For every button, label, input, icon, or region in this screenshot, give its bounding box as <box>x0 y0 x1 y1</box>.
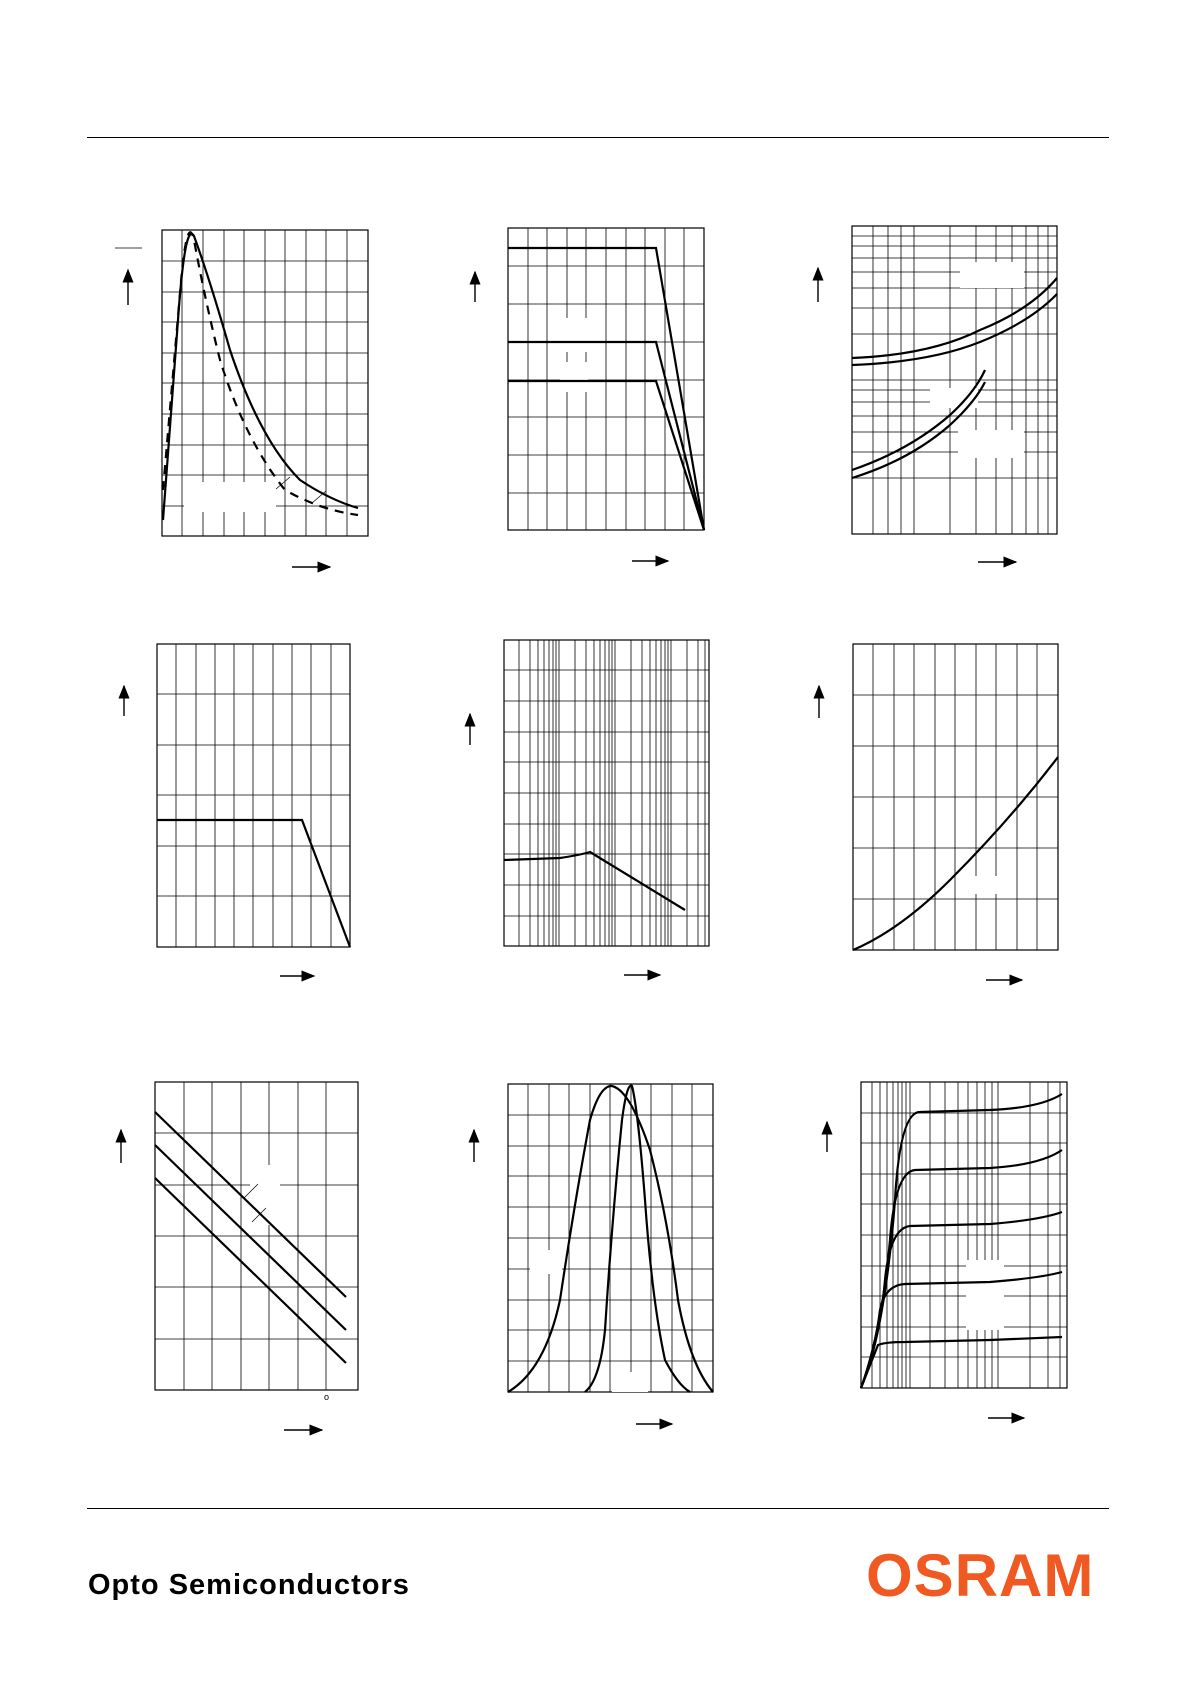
chart-2 <box>475 228 704 561</box>
footer-title: Opto Semiconductors <box>88 1569 410 1601</box>
chart-9-label-box <box>966 1260 1004 1330</box>
chart-7-label-box <box>250 1165 280 1225</box>
chart-5 <box>470 640 709 975</box>
chart-2-label-box-a <box>560 318 588 352</box>
chart-2-label-box-b <box>560 362 588 392</box>
chart-3-label-box-a <box>960 262 1024 288</box>
chart-8-label-box-a <box>530 1250 562 1274</box>
chart-1-label-box <box>184 482 276 512</box>
chart-7 <box>121 1082 358 1430</box>
chart-4 <box>124 644 350 976</box>
chart-3 <box>818 226 1057 562</box>
chart-4-frame <box>157 644 350 947</box>
footer-rule <box>87 1508 1109 1509</box>
chart-1 <box>115 230 368 567</box>
chart-8-label-box-b <box>612 1372 648 1392</box>
chart-6 <box>819 644 1058 980</box>
chart-3-label-box-c <box>958 430 1024 458</box>
chart-8 <box>474 1084 713 1424</box>
chart-9 <box>827 1082 1067 1418</box>
chart-7-degree-mark: o <box>324 1392 330 1402</box>
chart-6-label-box <box>972 876 1002 894</box>
osram-logo: OSRAM <box>866 1542 1095 1609</box>
